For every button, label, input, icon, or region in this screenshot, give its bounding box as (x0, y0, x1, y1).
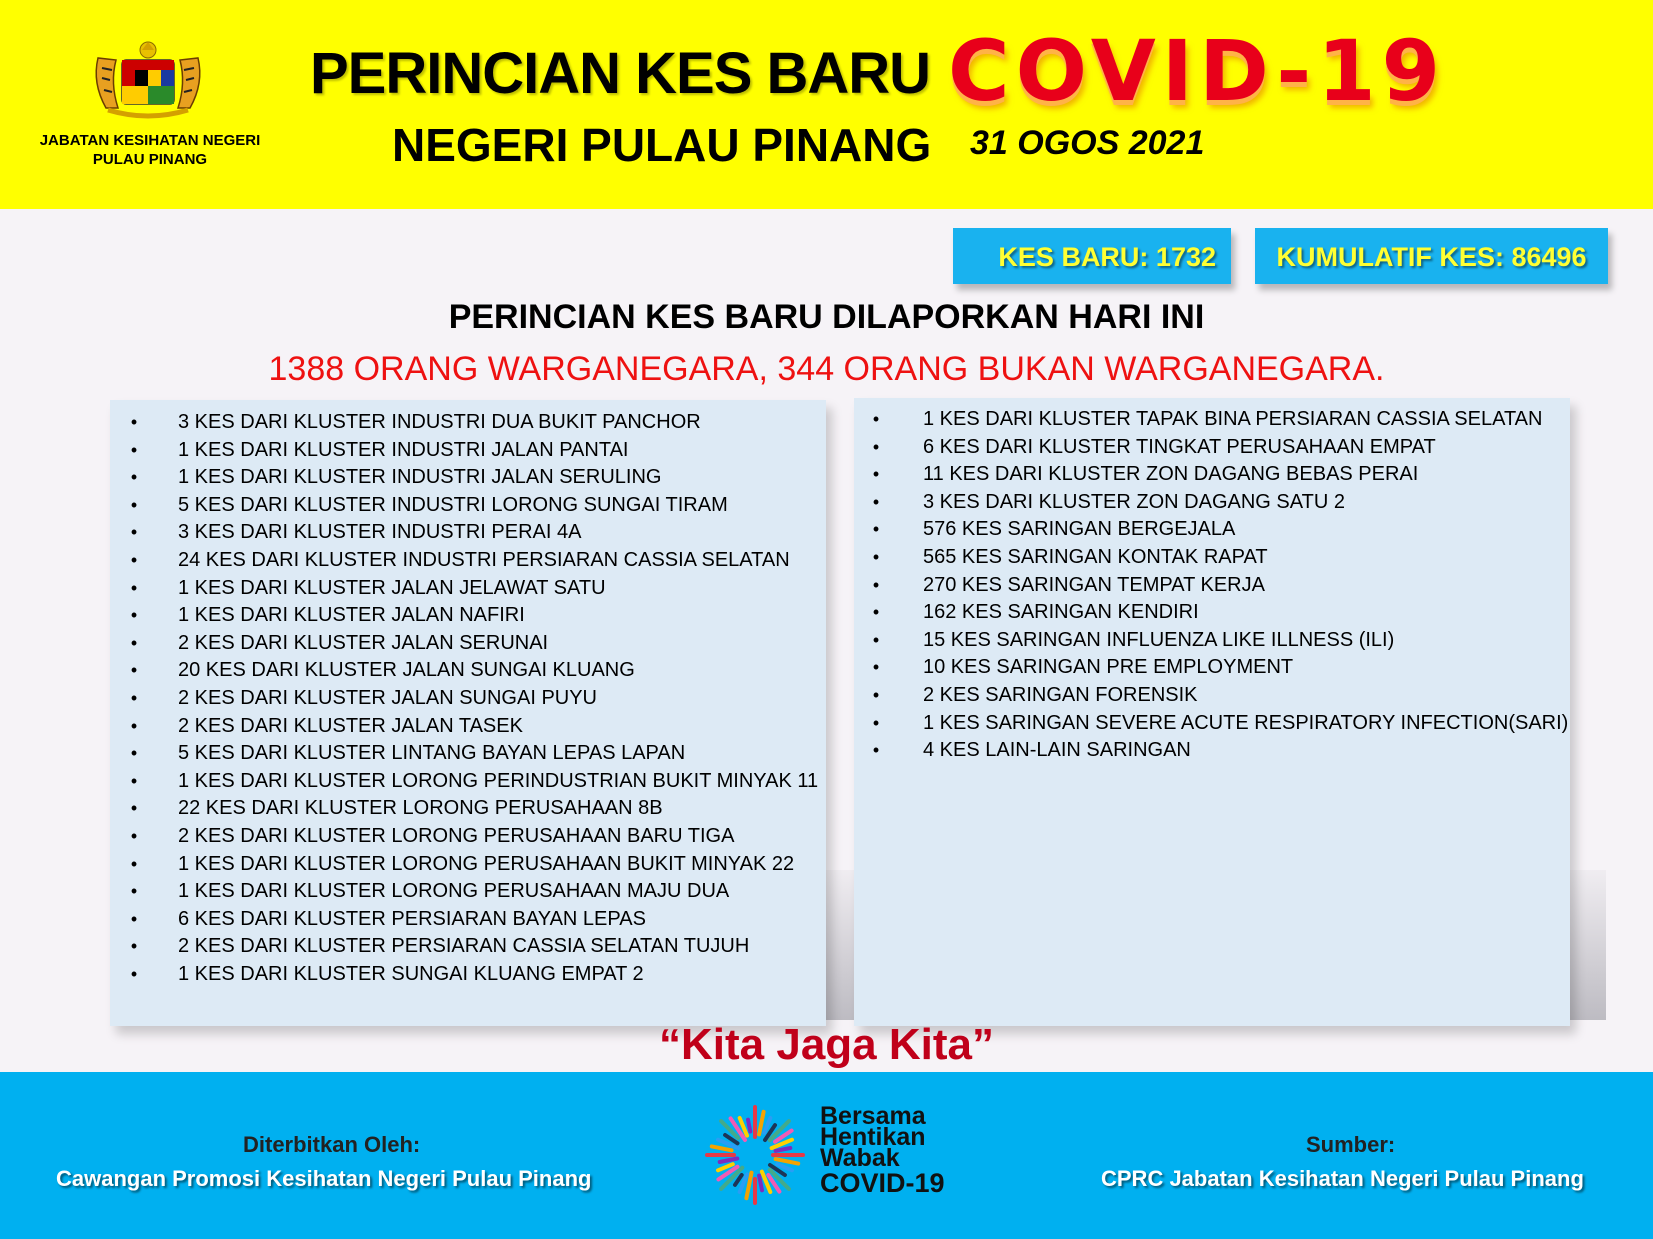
bullet-icon: • (872, 684, 880, 705)
case-item-text: 24 KES DARI KLUSTER INDUSTRI PERSIARAN CASSIA SELATAN (178, 548, 790, 571)
case-item-text: 20 KES DARI KLUSTER JALAN SUNGAI KLUANG (178, 659, 635, 682)
burst-ray (720, 1159, 738, 1163)
case-item-text: 11 KES DARI KLUSTER ZON DAGANG BEBAS PERAI (923, 463, 1419, 486)
case-item-text: 15 KES SARINGAN INFLUENZA LIKE ILLNESS (ILI) (923, 628, 1395, 651)
bullet-icon: • (130, 798, 138, 819)
case-item-text: 22 KES DARI KLUSTER LORONG PERUSAHAAN 8B (178, 797, 663, 820)
bullet-icon: • (130, 522, 138, 543)
source-label: Sumber: (1306, 1132, 1396, 1157)
bullet-icon: • (130, 660, 138, 681)
cumulative-cases-badge: KUMULATIF KES: 86496 (1255, 228, 1608, 284)
bullet-icon: • (130, 881, 138, 902)
left-case-panel (110, 400, 826, 1026)
bullet-icon: • (872, 740, 880, 761)
case-item-text: 2 KES DARI KLUSTER JALAN SUNGAI PUYU (178, 686, 598, 709)
bullet-icon: • (130, 963, 138, 984)
source-value: CPRC Jabatan Kesihatan Negeri Pulau Pinang (1101, 1166, 1584, 1191)
campaign-text (820, 1102, 945, 1198)
bullet-icon: • (130, 936, 138, 957)
coat-of-arms-icon (88, 38, 208, 120)
bullet-icon: • (872, 657, 880, 678)
bullet-icon: • (130, 605, 138, 626)
citizenship-breakdown: 1388 ORANG WARGANEGARA, 344 ORANG BUKAN WARGANEGARA. (268, 350, 1385, 388)
right-case-panel (854, 398, 1570, 1026)
campaign-line: Bersama (820, 1102, 926, 1130)
bullet-icon: • (130, 853, 138, 874)
bullet-icon: • (130, 494, 138, 515)
bullet-icon: • (130, 908, 138, 929)
case-item-text: 1 KES DARI KLUSTER JALAN JELAWAT SATU (178, 576, 606, 599)
page-title: PERINCIAN KES BARU (310, 41, 931, 106)
case-item-text: 2 KES SARINGAN FORENSIK (923, 683, 1198, 706)
burst-ray (712, 1146, 732, 1150)
case-item-text: 1 KES DARI KLUSTER SUNGAI KLUANG EMPAT 2 (178, 962, 644, 985)
case-item-text: 1 KES SARINGAN SEVERE ACUTE RESPIRATORY INFECTION(SARI) (923, 711, 1569, 734)
bullet-icon: • (872, 519, 880, 540)
case-item-text: 4 KES LAIN-LAIN SARINGAN (923, 739, 1191, 762)
bullet-icon: • (130, 412, 138, 432)
covid-title: COVID-19 (948, 22, 1447, 120)
bullet-icon: • (872, 602, 880, 623)
bullet-icon: • (130, 439, 138, 460)
department-name: JABATAN KESIHATAN NEGERI PULAU PINANG (39, 132, 261, 168)
case-item-text: 6 KES DARI KLUSTER PERSIARAN BAYAN LEPAS (178, 907, 646, 930)
case-item-text: 10 KES SARINGAN PRE EMPLOYMENT (923, 656, 1294, 679)
case-item-text: 2 KES DARI KLUSTER JALAN TASEK (178, 714, 523, 737)
campaign-line: Wabak (820, 1144, 900, 1172)
case-item-text: 3 KES DARI KLUSTER ZON DAGANG SATU 2 (923, 490, 1345, 513)
bullet-icon: • (130, 770, 138, 791)
case-item-text: 1 KES DARI KLUSTER INDUSTRI JALAN PANTAI (178, 438, 629, 461)
section-title: PERINCIAN KES BARU DILAPORKAN HARI INI (448, 298, 1205, 336)
bullet-icon: • (130, 743, 138, 764)
bullet-icon: • (872, 546, 880, 567)
new-cases-badge: KES BARU: 1732 (953, 228, 1231, 284)
case-item-text: 2 KES DARI KLUSTER PERSIARAN CASSIA SELATAN TUJUH (178, 935, 750, 958)
bullet-icon: • (872, 436, 880, 457)
report-date: 31 OGOS 2021 (970, 124, 1205, 162)
case-item-text: 5 KES DARI KLUSTER LINTANG BAYAN LEPAS LAPAN (178, 742, 686, 765)
bullet-icon: • (130, 825, 138, 846)
campaign-line: Hentikan (820, 1123, 926, 1151)
case-item-text: 270 KES SARINGAN TEMPAT KERJA (923, 573, 1265, 596)
bullet-icon: • (130, 577, 138, 598)
case-item-text: 5 KES DARI KLUSTER INDUSTRI LORONG SUNGAI TIRAM (178, 493, 728, 516)
burst-ray (748, 1120, 750, 1132)
burst-ray (776, 1148, 791, 1151)
case-item-text: 3 KES DARI KLUSTER INDUSTRI DUA BUKIT PANCHOR (178, 411, 701, 433)
bullet-icon: • (130, 687, 138, 708)
bullet-icon: • (872, 491, 880, 512)
footer-banner (0, 1072, 1653, 1239)
bullet-icon: • (130, 549, 138, 570)
slogan: “Kita Jaga Kita” (659, 1020, 994, 1069)
campaign-line: COVID-19 (820, 1168, 945, 1198)
bullet-icon: • (872, 574, 880, 595)
case-item-text: 1 KES DARI KLUSTER LORONG PERUSAHAAN BUKIT MINYAK 22 (178, 852, 795, 875)
case-item-text: 6 KES DARI KLUSTER TINGKAT PERUSAHAAN EMPAT (923, 435, 1436, 458)
campaign-burst-icon (698, 1098, 812, 1212)
published-by-value: Cawangan Promosi Kesihatan Negeri Pulau Pinang (56, 1166, 592, 1191)
bullet-icon: • (130, 467, 138, 488)
bullet-icon: • (872, 629, 880, 650)
published-by-label: Diterbitkan Oleh: (243, 1132, 421, 1157)
case-item-text: 3 KES DARI KLUSTER INDUSTRI PERAI 4A (178, 521, 582, 544)
state-title: NEGERI PULAU PINANG (392, 119, 932, 171)
case-item-text: 1 KES DARI KLUSTER INDUSTRI JALAN SERULING (178, 466, 662, 489)
bullet-icon: • (130, 632, 138, 653)
case-item-text: 2 KES DARI KLUSTER LORONG PERUSAHAAN BARU TIGA (178, 824, 735, 847)
case-item-text: 1 KES DARI KLUSTER LORONG PERINDUSTRIAN BUKIT MINYAK 11 (178, 769, 819, 792)
case-item-text: 565 KES SARINGAN KONTAK RAPAT (923, 545, 1268, 568)
case-item-text: 1 KES DARI KLUSTER JALAN NAFIRI (178, 604, 525, 627)
case-item-text: 162 KES SARINGAN KENDIRI (923, 601, 1199, 624)
bullet-icon: • (130, 715, 138, 736)
bullet-icon: • (872, 712, 880, 733)
case-item-text: 576 KES SARINGAN BERGEJALA (923, 518, 1236, 541)
case-item-text: 1 KES DARI KLUSTER TAPAK BINA PERSIARAN CASSIA SELATAN (923, 408, 1543, 430)
burst-ray (759, 1176, 762, 1191)
header-banner (0, 0, 1653, 209)
bullet-icon: • (872, 409, 880, 429)
case-item-text: 2 KES DARI KLUSTER JALAN SERUNAI (178, 631, 549, 654)
case-item-text: 1 KES DARI KLUSTER LORONG PERUSAHAAN MAJU DUA (178, 880, 730, 903)
bullet-icon: • (872, 464, 880, 485)
